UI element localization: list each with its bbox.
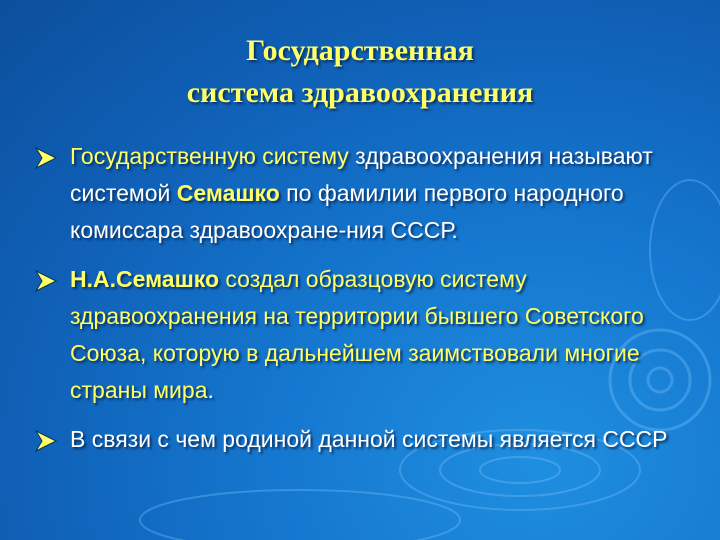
bullet-text-segment: .	[207, 377, 214, 403]
bullet-item	[34, 421, 674, 458]
title-line-2: система здравоохранения	[186, 76, 534, 109]
bullet-item	[34, 261, 674, 409]
bullet-text	[70, 421, 674, 458]
bullet-text-segment: В связи с чем родиной данной системы является СССР	[70, 426, 668, 452]
slide-title	[0, 30, 720, 114]
bullet-list	[34, 138, 674, 470]
arrow-bullet-icon	[34, 146, 58, 170]
bullet-text	[70, 138, 674, 249]
arrow-bullet-icon	[34, 429, 58, 453]
bullet-text-segment: здравоохранения называют системой	[70, 143, 653, 206]
bullet-text-segment: Семашко	[176, 180, 280, 206]
bullet-text	[70, 261, 674, 409]
bullet-text-segment: Н.А.Семашко	[70, 266, 220, 292]
bullet-text-segment: Государственную систему	[70, 143, 349, 169]
arrow-bullet-icon	[34, 269, 58, 293]
bullet-item	[34, 138, 674, 249]
title-line-1: Государственная	[246, 34, 474, 67]
bullet-text-segment: создал образцовую систему здравоохранения на территории бывшего Советского Союза, которую в дальнейшем заимствовали многие страны мира	[70, 266, 644, 403]
bullet-text-segment: по фамилии первого народного комиссара здравоохране-ния СССР.	[70, 180, 624, 243]
